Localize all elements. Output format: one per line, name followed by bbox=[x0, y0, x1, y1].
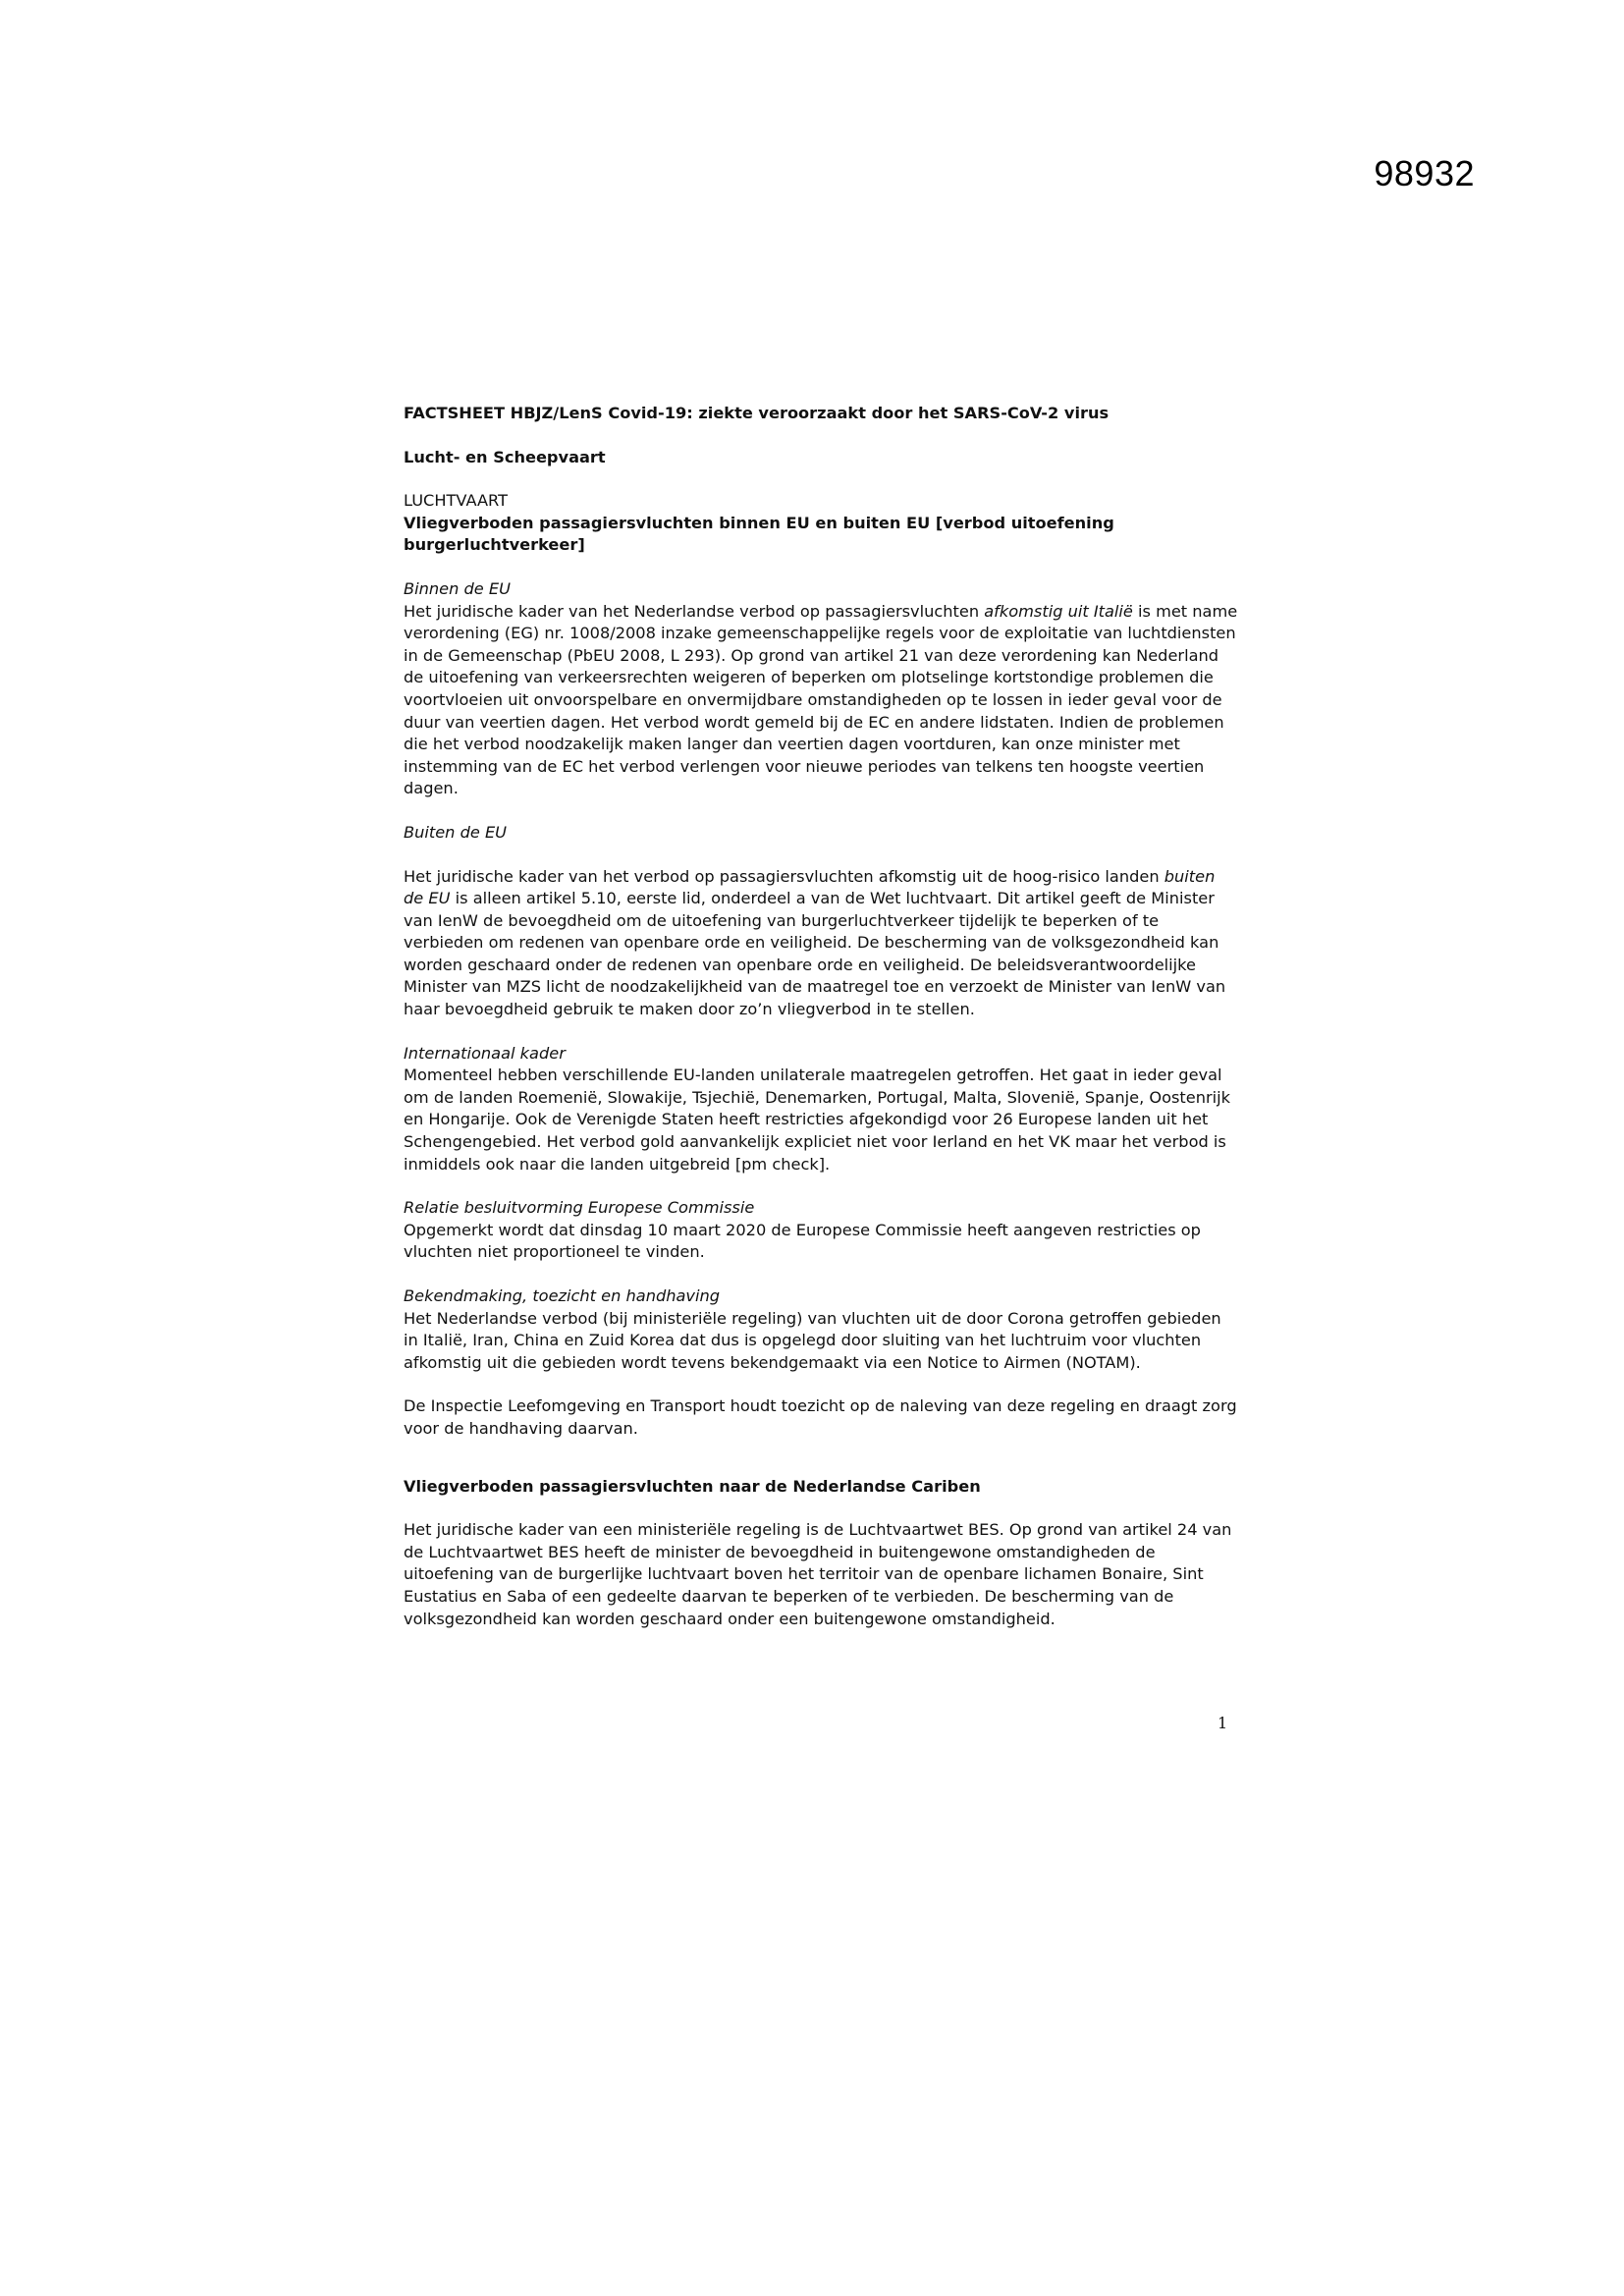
buiten-italic: buiten de EU bbox=[404, 866, 1216, 908]
internationaal-paragraph: Momenteel hebben verschillende EU-landen unilaterale maatregelen getroffen. Het gaat in ieder geval om de landen Roemenië, Slowakije, Tsjechië, Denemarken, Portugal, Malta, Slovenië, Spanje, Oostenrijk en Hongarije. Ook de Verenigde Staten heeft restricties afgekondigd voor 26 Europese landen uit het Schengengebied. Het verbod gold aanvankelijk expliciet niet voor Ierland en het VK maar het verbod is inmiddels ook naar die landen uitgebreid [pm check]. bbox=[404, 1066, 1231, 1174]
section-heading: Vliegverboden passagiersvluchten binnen EU en buiten EU [verbod uitoefening burgerluchtverkeer] bbox=[404, 513, 1114, 555]
buiten-text-1: Het juridische kader van het verbod op passagiersvluchten afkomstig uit de hoog-risico landen bbox=[404, 866, 1164, 886]
cariben-paragraph: Het juridische kader van een ministeriële regeling is de Luchtvaartwet BES. Op grond van artikel 24 van de Luchtvaartwet BES heeft de minister de bevoegdheid in buitengewone omstandigheden de uitoefening van de burgerlijke luchtvaart boven het territoir van de openbare lichamen Bonaire, Sint Eustatius en Saba of een gedeelte daarvan te beperken of te verbieden. De bescherming van de volksgezondheid kan worden geschaard onder een buitengewone omstandigheid. bbox=[404, 1520, 1232, 1628]
binnen-text-1: Het juridische kader van het Nederlandse verbod op passagiersvluchten bbox=[404, 601, 985, 621]
binnen-heading: Binnen de EU bbox=[404, 578, 511, 598]
relatie-heading: Relatie besluitvorming Europese Commissie bbox=[404, 1198, 755, 1218]
document-subtitle: Lucht- en Scheepvaart bbox=[404, 447, 606, 466]
binnen-text-2: is met name verordening (EG) nr. 1008/2008 inzake gemeenschappelijke regels voor de exploitatie van luchtdiensten in de Gemeenschap (PbEU 2008, L 293). Op grond van artikel 21 van deze verordening kan Nederland de uitoefening van verkeersrechten weigeren of beperken om plotselinge kortstondige problemen die voortvloeien uit onvoorspelbare en onvermijdbare omstandigheden op te lossen in ieder geval voor de duur van veertien dagen. Het verbod wordt gemeld bij de EC en andere lidstaten. Indien de problemen die het verbod noodzakelijk maken langer dan veertien dagen voortduren, kan onze minister met instemming van de EC het verbod verlengen voor nieuwe periodes van telkens ten hoogste veertien dagen. bbox=[404, 601, 1238, 798]
document-number: 98932 bbox=[1374, 153, 1475, 193]
buiten-heading: Buiten de EU bbox=[404, 822, 508, 842]
document-body bbox=[404, 403, 1238, 1630]
binnen-paragraph bbox=[404, 601, 1238, 800]
buiten-text-2: is alleen artikel 5.10, eerste lid, onderdeel a van de Wet luchtvaart. Dit artikel geeft de Minister van IenW de bevoegdheid om de uitoefening van burgerluchtverkeer tijdelijk te beperken of te verbieden om redenen van openbare orde en veiligheid. De bescherming van de volksgezondheid kan worden geschaard onder de redenen van openbare orde en veiligheid. De beleidsverantwoordelijke Minister van MZS licht de noodzakelijkheid van de maatregel toe en verzoekt de Minister van IenW van haar bevoegdheid gebruik te maken door zo’n vliegverbod in te stellen. bbox=[404, 889, 1226, 1019]
bekendmaking-paragraph: Het Nederlandse verbod (bij ministeriële regeling) van vluchten uit de door Corona getroffen gebieden in Italië, Iran, China en Zuid Korea dat dus is opgelegd door sluiting van het luchtruim voor vluchten afkomstig uit die gebieden wordt tevens bekendgemaakt via een Notice to Airmen (NOTAM). bbox=[404, 1308, 1221, 1372]
buiten-paragraph bbox=[404, 866, 1238, 1021]
page-number: 1 bbox=[1218, 1714, 1228, 1732]
section-label: LUCHTVAART bbox=[404, 491, 509, 511]
document-title: FACTSHEET HBJZ/LenS Covid-19: ziekte veroorzaakt door het SARS-CoV-2 virus bbox=[404, 404, 1110, 422]
cariben-heading: Vliegverboden passagiersvluchten naar de Nederlandse Cariben bbox=[404, 1476, 981, 1496]
binnen-italic: afkomstig uit Italië bbox=[984, 601, 1133, 621]
relatie-paragraph: Opgemerkt wordt dat dinsdag 10 maart 2020 de Europese Commissie heeft aangeven restricties op vluchten niet proportioneel te vinden. bbox=[404, 1220, 1201, 1262]
internationaal-heading: Internationaal kader bbox=[404, 1043, 566, 1063]
bekendmaking-paragraph-2: De Inspectie Leefomgeving en Transport houdt toezicht op de naleving van deze regeling en draagt zorg voor de handhaving daarvan. bbox=[404, 1396, 1237, 1438]
bekendmaking-heading: Bekendmaking, toezicht en handhaving bbox=[404, 1286, 721, 1305]
